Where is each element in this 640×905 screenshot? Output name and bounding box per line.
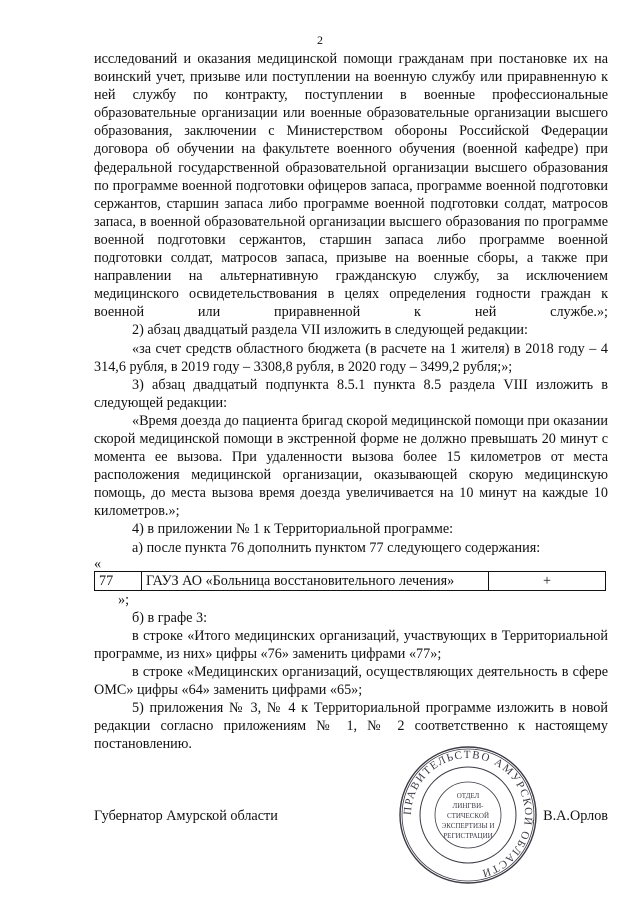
quote-close: »; <box>118 591 130 608</box>
seal-line-3: СТИЧЕСКОЙ <box>446 812 490 820</box>
row-number: 77 <box>95 571 142 590</box>
seal-line-5: РЕГИСТРАЦИИ <box>443 832 493 840</box>
seal-line-2: ЛИНГВИ- <box>452 802 484 810</box>
seal-line-1: ОТДЕЛ <box>456 792 480 800</box>
signatory-name: В.А.Орлов <box>543 808 608 824</box>
paragraph-2: 2) абзац двадцатый раздела VII изложить в следующей редакции: <box>132 322 528 339</box>
paragraph-11: 5) приложения № 3, № 4 к Территориальной программе изложить в новой редакции согласно приложениям № 1, № 2 соответственно к настоящему постановлению. <box>94 700 608 753</box>
quote-open: « <box>94 555 102 572</box>
paragraph-5: «Время доезда до пациента бригад скорой медицинской помощи при оказании скорой медицинской помощи в экстренной форме не должно превышать 20 минут с момента ее вызова. При удаленности вызова более 15 километров от места расположения медицинской организации, оказывающей скорую медицинскую помощь, до места вызова время доезда увеличивается на 10 минут на каждые 10 километров.»; <box>94 412 608 520</box>
table-row <box>95 571 606 590</box>
paragraph-3: «за счет средств областного бюджета (в расчете на 1 жителя) в 2018 году – 4 314,6 рубля, в 2019 году – 3308,8 рубля, в 2020 году – 3499,2 рубля;»; <box>94 340 608 375</box>
seal-line-4: ЭКСПЕРТИЗЫ И <box>441 822 495 830</box>
paragraph-6: 4) в приложении № 1 к Территориальной программе: <box>132 521 454 538</box>
paragraph-1: исследований и оказания медицинской помощи гражданам при постановке их на воинский учет, призыве или поступлении на военную службу или приравненную к ней службу по контракту, поступлении в военные профессиональные образовательные организации или военные образовательные организации высшего образования, заключении с Министерством обороны Российской Федерации договора об обучении на факультете военного обучения (военной кафедре) при федеральной государственной образовательной организации высшего образования по программе военной подготовки офицеров запаса, программе военной подготовки сержантов, старшин запаса либо программе военной подготовки солдат, матросов запаса, в военной образовательной организации высшего образования по программе военной подготовки сержантов, старшин запаса либо программе военной подготовки солдат, матросов запаса, призыве на военные сборы, а также при направлении на альтернативную гражданскую службу, за исключением медицинского освидетельствования в целях определения годности граждан к военной или приравненной к ней службе.»; <box>94 51 608 321</box>
inserted-table <box>94 571 606 591</box>
paragraph-8: б) в графе 3: <box>132 609 208 626</box>
page-number: 2 <box>317 33 323 47</box>
paragraph-4: 3) абзац двадцатый подпункта 8.5.1 пункта 8.5 раздела VIII изложить в следующей редакции: <box>94 376 608 411</box>
document-body <box>94 50 608 754</box>
paragraph-10: в строке «Медицинских организаций, осуществляющих деятельность в сфере ОМС» цифры «64» заменить цифрами «65»; <box>94 664 608 699</box>
seal-outer-text: ПРАВИТЕЛЬСТВО АМУРСКОЙ ОБЛАСТИ <box>401 748 535 880</box>
signatory-title: Губернатор Амурской области <box>94 808 278 824</box>
row-organization: ГАУЗ АО «Больница восстановительного лечения» <box>142 571 489 590</box>
paragraph-9: в строке «Итого медицинских организаций, участвующих в Территориальной программе, из них» цифры «76» заменить цифрами «77»; <box>94 627 608 662</box>
official-seal <box>398 745 538 885</box>
row-mark: + <box>489 571 606 590</box>
paragraph-7: а) после пункта 76 дополнить пунктом 77 следующего содержания: <box>132 539 541 556</box>
